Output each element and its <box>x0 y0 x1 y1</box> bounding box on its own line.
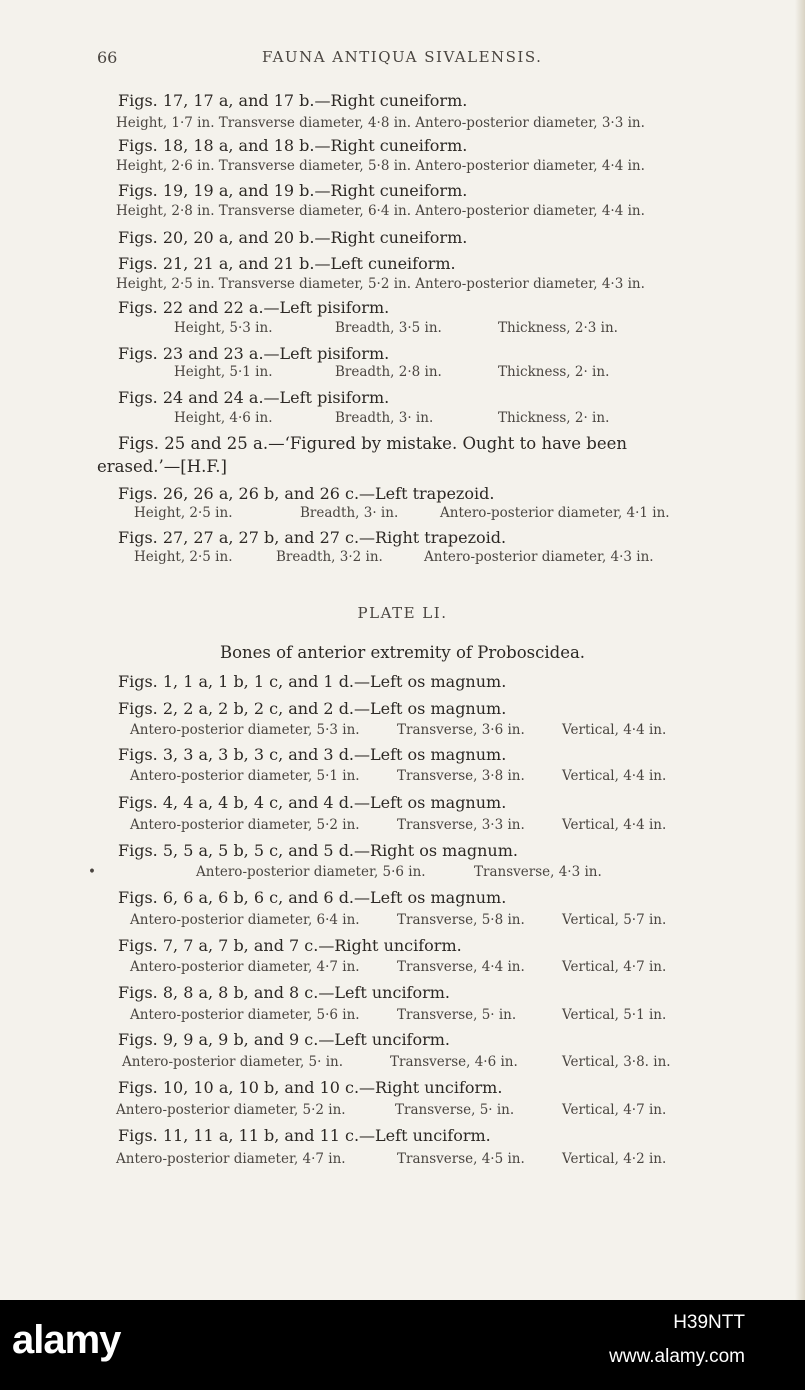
figure-caption: Figs. 27, 27 a, 27 b, and 27 c.—Right trapezoid. <box>118 528 507 547</box>
figure-caption: Figs. 11, 11 a, 11 b, and 11 c.—Left unciform. <box>118 1126 491 1145</box>
image-id: H39NTT <box>673 1312 745 1333</box>
vertical-value: Vertical, 4·4 in. <box>562 768 667 784</box>
figure-caption: Figs. 21, 21 a, and 21 b.—Left cuneiform. <box>118 254 456 273</box>
measurement-line: Height, 2·6 in. Transverse diameter, 5·8 in. Antero-posterior diameter, 4·4 in. <box>116 158 645 174</box>
figure-caption: Figs. 1, 1 a, 1 b, 1 c, and 1 d.—Left os magnum. <box>118 672 507 691</box>
margin-mark: • <box>88 864 96 880</box>
measurement-line <box>0 864 805 882</box>
footer-url: www.alamy.com <box>609 1346 745 1367</box>
ap-diameter-value: Antero-posterior diameter, 5·6 in. <box>130 1007 360 1023</box>
vertical-value: Vertical, 5·7 in. <box>562 912 667 928</box>
running-title: FAUNA ANTIQUA SIVALENSIS. <box>262 48 543 66</box>
height-value: Height, 2·5 in. <box>134 549 233 565</box>
measurement-line: Height, 2·8 in. Transverse diameter, 6·4 in. Antero-posterior diameter, 4·4 in. <box>116 203 645 219</box>
figure-caption: Figs. 10, 10 a, 10 b, and 10 c.—Right unciform. <box>118 1078 503 1097</box>
plate-subtitle: Bones of anterior extremity of Proboscidea. <box>219 643 586 662</box>
transverse-value: Transverse, 3·3 in. <box>397 817 525 833</box>
plate-title: PLATE LI. <box>357 604 448 622</box>
ap-diameter-value: Antero-posterior diameter, 5·1 in. <box>130 768 360 784</box>
height-value: Height, 5·1 in. <box>174 364 273 380</box>
breadth-value: Breadth, 3· in. <box>300 505 399 521</box>
height-value: Height, 5·3 in. <box>174 320 273 336</box>
ap-diameter-value: Antero-posterior diameter, 4·3 in. <box>424 549 654 565</box>
breadth-value: Breadth, 2·8 in. <box>335 364 442 380</box>
ap-diameter-value: Antero-posterior diameter, 6·4 in. <box>130 912 360 928</box>
measurement-line <box>0 410 805 428</box>
note-line: Figs. 25 and 25 a.—‘Figured by mistake. Ought to have been <box>118 434 627 453</box>
measurement-line <box>0 1007 805 1025</box>
vertical-value: Vertical, 4·7 in. <box>562 959 667 975</box>
transverse-value: Transverse, 4·3 in. <box>474 864 602 880</box>
vertical-value: Vertical, 4·7 in. <box>562 1102 667 1118</box>
breadth-value: Breadth, 3· in. <box>335 410 434 426</box>
figure-caption: Figs. 3, 3 a, 3 b, 3 c, and 3 d.—Left os magnum. <box>118 745 507 764</box>
figure-caption: Figs. 20, 20 a, and 20 b.—Right cuneiform. <box>118 228 468 247</box>
measurement-line <box>0 549 805 567</box>
transverse-value: Transverse, 4·4 in. <box>397 959 525 975</box>
height-value: Height, 4·6 in. <box>174 410 273 426</box>
measurement-line <box>0 768 805 786</box>
note-line: erased.’—[H.F.] <box>97 457 227 476</box>
transverse-value: Transverse, 5· in. <box>397 1007 517 1023</box>
measurement-line <box>0 364 805 382</box>
thickness-value: Thickness, 2·3 in. <box>498 320 618 336</box>
breadth-value: Breadth, 3·5 in. <box>335 320 442 336</box>
ap-diameter-value: Antero-posterior diameter, 4·1 in. <box>440 505 670 521</box>
figure-caption: Figs. 2, 2 a, 2 b, 2 c, and 2 d.—Left os magnum. <box>118 699 507 718</box>
figure-caption: Figs. 5, 5 a, 5 b, 5 c, and 5 d.—Right os magnum. <box>118 841 518 860</box>
transverse-value: Transverse, 4·6 in. <box>390 1054 518 1070</box>
breadth-value: Breadth, 3·2 in. <box>276 549 383 565</box>
measurement-line <box>0 320 805 338</box>
figure-caption: Figs. 24 and 24 a.—Left pisiform. <box>118 388 390 407</box>
measurement-line: Height, 2·5 in. Transverse diameter, 5·2 in. Antero-posterior diameter, 4·3 in. <box>116 276 645 292</box>
measurement-line <box>0 912 805 930</box>
figure-caption: Figs. 8, 8 a, 8 b, and 8 c.—Left unciform. <box>118 983 451 1002</box>
figure-caption: Figs. 17, 17 a, and 17 b.—Right cuneiform. <box>118 91 468 110</box>
measurement-line <box>0 959 805 977</box>
vertical-value: Vertical, 4·4 in. <box>562 817 667 833</box>
transverse-value: Transverse, 3·6 in. <box>397 722 525 738</box>
measurement-line <box>0 817 805 835</box>
figure-caption: Figs. 19, 19 a, and 19 b.—Right cuneiform. <box>118 181 468 200</box>
alamy-logo: alamy <box>12 1318 121 1362</box>
transverse-value: Transverse, 3·8 in. <box>397 768 525 784</box>
page-header <box>0 48 805 72</box>
vertical-value: Vertical, 3·8. in. <box>562 1054 671 1070</box>
figure-caption: Figs. 18, 18 a, and 18 b.—Right cuneiform. <box>118 136 468 155</box>
height-value: Height, 2·5 in. <box>134 505 233 521</box>
figure-caption: Figs. 4, 4 a, 4 b, 4 c, and 4 d.—Left os magnum. <box>118 793 507 812</box>
measurement-line <box>0 722 805 740</box>
vertical-value: Vertical, 5·1 in. <box>562 1007 667 1023</box>
ap-diameter-value: Antero-posterior diameter, 4·7 in. <box>116 1151 346 1167</box>
transverse-value: Transverse, 5· in. <box>395 1102 515 1118</box>
ap-diameter-value: Antero-posterior diameter, 5·6 in. <box>196 864 426 880</box>
thickness-value: Thickness, 2· in. <box>498 410 610 426</box>
measurement-line <box>0 1102 805 1120</box>
vertical-value: Vertical, 4·4 in. <box>562 722 667 738</box>
page-number: 66 <box>97 48 118 67</box>
vertical-value: Vertical, 4·2 in. <box>562 1151 667 1167</box>
figure-caption: Figs. 23 and 23 a.—Left pisiform. <box>118 344 390 363</box>
thickness-value: Thickness, 2· in. <box>498 364 610 380</box>
transverse-value: Transverse, 5·8 in. <box>397 912 525 928</box>
ap-diameter-value: Antero-posterior diameter, 5·3 in. <box>130 722 360 738</box>
ap-diameter-value: Antero-posterior diameter, 4·7 in. <box>130 959 360 975</box>
figure-caption: Figs. 7, 7 a, 7 b, and 7 c.—Right unciform. <box>118 936 462 955</box>
measurement-line <box>0 505 805 523</box>
ap-diameter-value: Antero-posterior diameter, 5· in. <box>122 1054 343 1070</box>
measurement-line <box>0 1151 805 1169</box>
figure-caption: Figs. 22 and 22 a.—Left pisiform. <box>118 298 390 317</box>
figure-caption: Figs. 26, 26 a, 26 b, and 26 c.—Left trapezoid. <box>118 484 495 503</box>
measurement-line: Height, 1·7 in. Transverse diameter, 4·8 in. Antero-posterior diameter, 3·3 in. <box>116 115 645 131</box>
figure-caption: Figs. 6, 6 a, 6 b, 6 c, and 6 d.—Left os magnum. <box>118 888 507 907</box>
watermark-footer <box>0 1300 805 1390</box>
ap-diameter-value: Antero-posterior diameter, 5·2 in. <box>116 1102 346 1118</box>
ap-diameter-value: Antero-posterior diameter, 5·2 in. <box>130 817 360 833</box>
transverse-value: Transverse, 4·5 in. <box>397 1151 525 1167</box>
figure-caption: Figs. 9, 9 a, 9 b, and 9 c.—Left unciform. <box>118 1030 451 1049</box>
measurement-line <box>0 1054 805 1072</box>
